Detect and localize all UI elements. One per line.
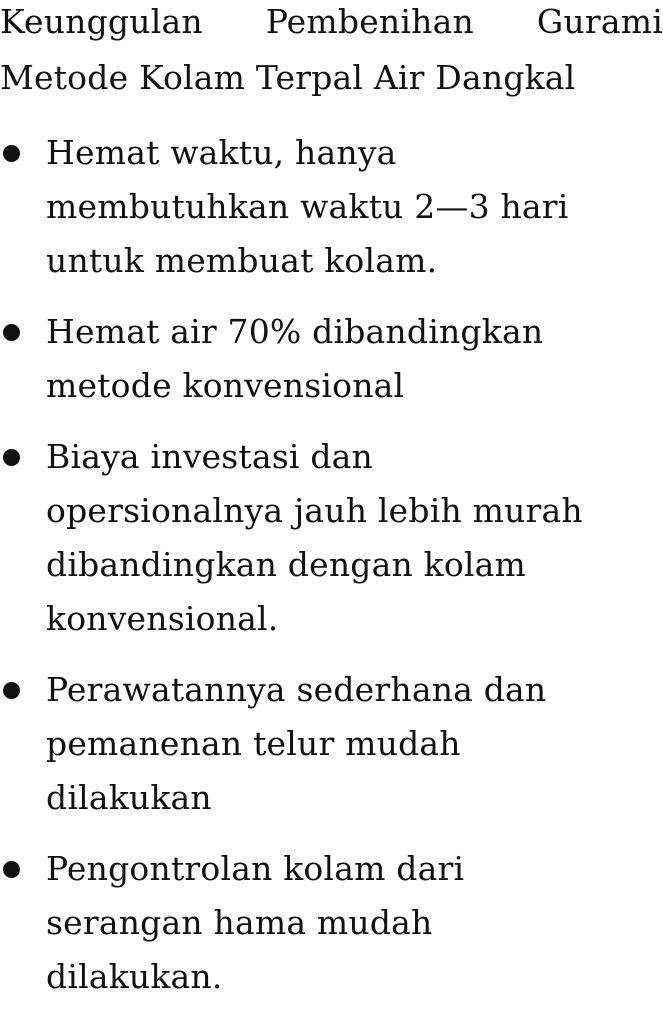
list-item-text: Perawatannya sederhana dan pemanenan telur mudah dilakukan bbox=[46, 670, 547, 817]
title-word: Keunggulan bbox=[0, 2, 203, 41]
title-word: Gurami bbox=[536, 2, 663, 41]
list-item-text: Pengontrolan kolam dari serangan hama mudah dilakukan. bbox=[46, 849, 465, 996]
list-item bbox=[0, 663, 663, 825]
bullet-icon bbox=[3, 145, 20, 162]
title-line-1 bbox=[0, 0, 663, 50]
document-title bbox=[0, 0, 663, 106]
title-word: Pembenihan bbox=[265, 2, 474, 41]
bullet-icon bbox=[3, 682, 20, 699]
bullet-icon bbox=[3, 861, 20, 878]
list-item-text: Hemat air 70% dibandingkan metode konvensional bbox=[46, 312, 544, 405]
list-item bbox=[0, 305, 663, 413]
bullet-icon bbox=[3, 449, 20, 466]
list-item-text: Biaya investasi dan opersionalnya jauh lebih murah dibandingkan dengan kolam konvensional. bbox=[46, 437, 583, 638]
list-item bbox=[0, 842, 663, 1004]
bullet-icon bbox=[3, 324, 20, 341]
list-item bbox=[0, 430, 663, 646]
title-line-2: Metode Kolam Terpal Air Dangkal bbox=[0, 58, 576, 97]
list-item bbox=[0, 126, 663, 288]
benefits-list bbox=[0, 126, 663, 1021]
list-item-text: Hemat waktu, hanya membutuhkan waktu 2—3 hari untuk membuat kolam. bbox=[46, 133, 569, 280]
